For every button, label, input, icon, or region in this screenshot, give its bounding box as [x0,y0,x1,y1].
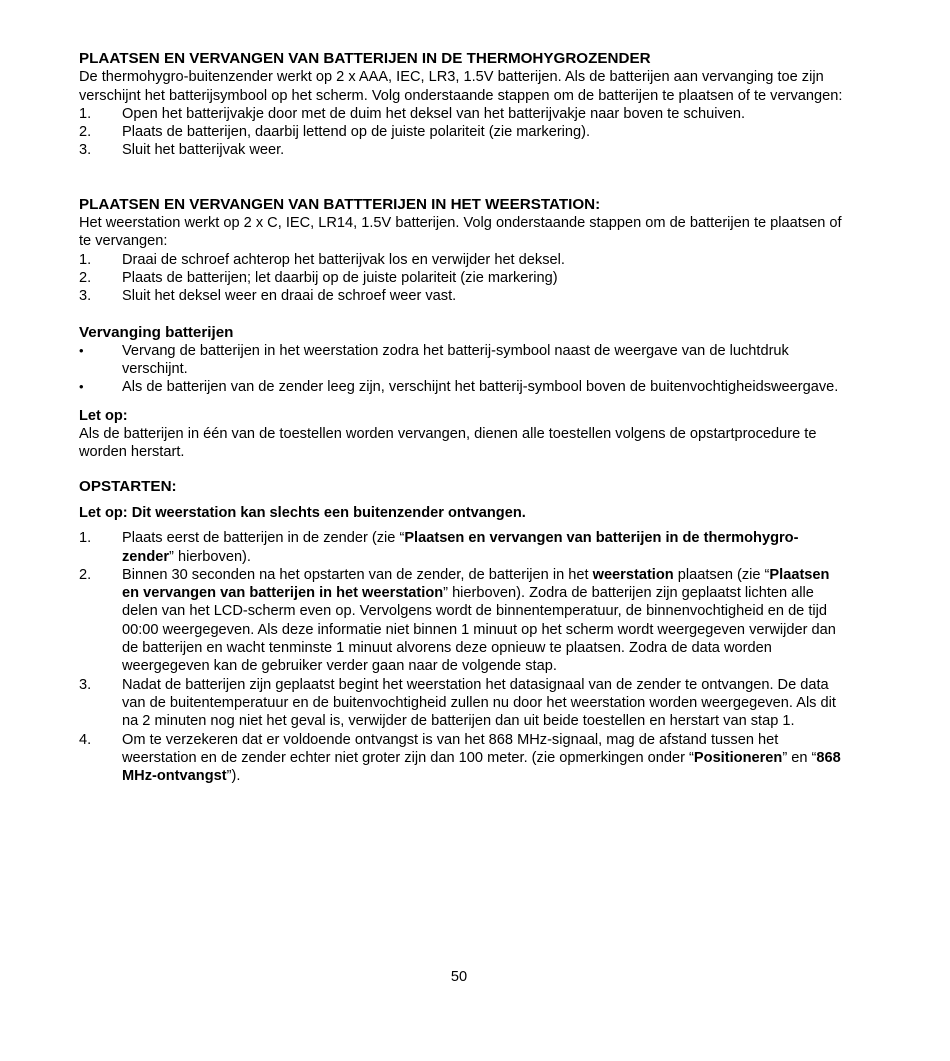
list-item-text [122,732,841,785]
list-item [79,529,849,566]
bullet-list [79,342,849,397]
list-item-text: Als de batterijen van de zender leeg zijn, verschijnt het batterij-symbool boven de buitenvochtigheidsweergave. [122,379,839,396]
list-item-text: Sluit het batterijvak weer. [122,142,285,159]
list-item [79,269,849,287]
list-number: 1. [79,530,92,547]
list-item [79,378,849,396]
bullet-marker: • [79,379,84,395]
list-item [79,342,849,379]
text-run: Binnen 30 seconden na het opstarten van de zender, de batterijen in het [122,566,593,583]
list-number: 2. [79,124,92,141]
step-list [79,529,849,785]
list-item-text: Sluit het deksel weer en draai de schroef weer vast. [122,288,457,305]
bold-reference: Positioneren [693,749,783,766]
bold-reference: Plaatsen en vervangen van batterijen in het weerstation [122,566,830,602]
list-item-text: Open het batterijvakje door met de duim het deksel van het batterijvakje naar boven te schuiven. [122,105,746,122]
bullet-marker: • [79,342,84,358]
section-intro: Het weerstation werkt op 2 x C, IEC, LR14, 1.5V batterijen. Volg onderstaande stappen om de batterijen te plaatsen of te vervangen: [79,215,842,250]
list-item-text: Plaats de batterijen; let daarbij op de juiste polariteit (zie markering) [122,269,558,286]
list-number: 2. [79,566,92,583]
list-item-text [122,530,798,564]
bold-reference: 868 MHz-ontvangst [122,749,841,785]
text-run: ”). [226,768,241,785]
section-intro: De thermohygro-buitenzender werkt op 2 x AAA, IEC, LR3, 1.5V batterijen. Als de batterijen aan vervanging toe zijn verschijnt het batterijsymbool op het scherm. Volg onderstaande stappen om de batterijen te plaatsen of te vervangen: [79,69,843,104]
list-number: 3. [79,676,92,693]
text-run: ” hierboven). [169,548,251,565]
list-item [79,676,849,731]
list-item-text: Vervang de batterijen in het weerstation zodra het batterij-symbool naast de weergave van de luchtdruk verschijnt. [122,342,789,378]
attention-text: Als de batterijen in één van de toestellen worden vervangen, dienen alle toestellen volgens de opstartprocedure te worden herstart. [79,426,817,461]
list-item-text: Plaats de batterijen, daarbij lettend op de juiste polariteit (zie markering). [122,124,591,141]
section-heading: Let op: [79,407,128,424]
text-run: plaatsen (zie “ [673,566,770,583]
step-list [79,251,849,306]
section-heading: PLAATSEN EN VERVANGEN VAN BATTERIJEN IN DE THERMOHYGROZENDER [79,50,651,67]
list-item [79,105,849,123]
text-run: Om te verzekeren dat er voldoende ontvangst is van het 868 MHz-signaal, mag de afstand tussen het weerstation en de zender echter niet groter zijn dan 100 meter. (zie opmerkingen onder “ [122,731,779,766]
section-heading: PLAATSEN EN VERVANGEN VAN BATTTERIJEN IN HET WEERSTATION: [79,195,601,213]
bold-term: weerstation [592,566,674,583]
section-attention [79,407,849,462]
startup-note: Let op: Dit weerstation kan slechts een buitenzender ontvangen. [79,504,526,521]
page-number: 50 [450,969,468,985]
list-item [79,287,849,305]
bold-reference: Plaatsen en vervangen van batterijen in de thermohygro-zender [122,530,799,565]
list-number: 2. [79,269,92,286]
list-number: 4. [79,731,92,748]
list-number: 1. [79,105,92,122]
section-heading: Vervanging batterijen [79,323,234,341]
list-number: 3. [79,288,92,305]
text-run: ” hierboven). Zodra de batterijen zijn geplaatst lichten alle delen van het LCD-scherm even op. Vervolgens wordt de binnentemperatuur, de binnenvochtigheid en de tijd 00:00 weergegeven. Als deze informatie niet binnen 1 minuut op het scherm wordt weergegeven verwijder dan de batterijen en wacht tenminste 1 minuut alvorens deze opnieuw te plaatsen. Zodra de data worden weergegeven kan de gebruiker verder gaan naar de volgende stap. [122,585,836,675]
list-item [79,566,849,676]
text-run: Plaats eerst de batterijen in de zender (zie “ [122,530,405,547]
document-page [79,50,849,785]
list-item [79,141,849,159]
section-transmitter-batteries [79,50,849,160]
section-startup [79,478,849,786]
list-item [79,731,849,786]
section-battery-replacement [79,324,849,397]
list-item-text [122,567,836,674]
list-item [79,251,849,269]
list-number: 1. [79,251,92,268]
list-number: 3. [79,142,92,159]
step-list [79,105,849,160]
section-heading: OPSTARTEN: [79,477,177,495]
text-run: ” en “ [782,749,817,766]
list-item-text: Draai de schroef achterop het batterijvak los en verwijder het deksel. [122,251,565,268]
list-item [79,123,849,141]
section-station-batteries [79,196,849,306]
list-item-text: Nadat de batterijen zijn geplaatst begint het weerstation het datasignaal van de zender te ontvangen. De data van de buitentemperatuur en de buitenvochtigheid zullen nu door het weerstation worden weergegeven. Als dit na 2 minuten nog niet het geval is, verwijder de batterijen dan uit beide toestellen en herstart van stap 1. [122,676,836,730]
